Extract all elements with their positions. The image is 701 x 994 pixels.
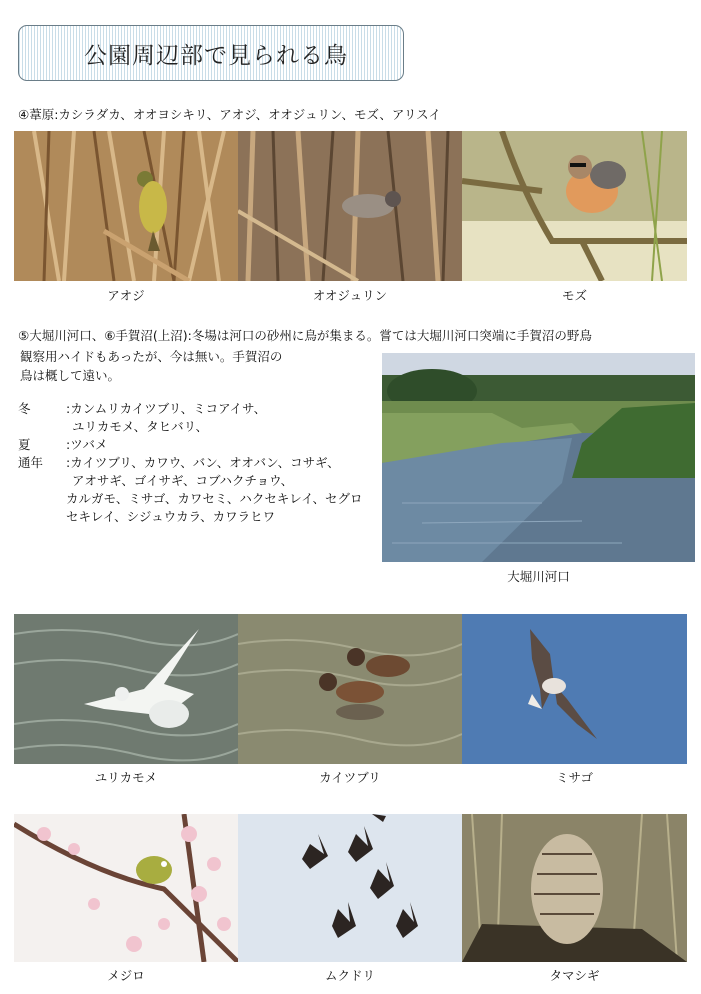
- photo-kaitsuburi: [238, 614, 462, 764]
- section56-heading: ⑤大堀川河口、⑥手賀沼(上沼):冬場は河口の砂州に鳥が集まる。嘗ては大堀川河口突端に手賀沼の野鳥: [18, 328, 592, 343]
- caption-yurikamome: ユリカモメ: [94, 770, 158, 785]
- season-term-yearround: 通年: [18, 455, 44, 470]
- season-term-summer: 夏: [18, 437, 31, 452]
- season-term-winter: 冬: [18, 401, 31, 416]
- photo-yurikamome: [14, 614, 238, 764]
- photo-mukudori: [238, 814, 462, 962]
- photo-misago: [462, 614, 687, 764]
- caption-mejiro: メジロ: [107, 968, 145, 983]
- photo-aoji: [14, 131, 238, 281]
- section56-para-line3: 鳥は概して遠い。: [20, 368, 121, 383]
- season-winter-line2: ユリカモメ、タヒバリ、: [72, 419, 209, 434]
- caption-mozu: モズ: [561, 288, 587, 303]
- season-summer-line1: :ツバメ: [66, 437, 108, 452]
- section56-para-line2: 観察用ハイドもあったが、今は無い。手賀沼の: [20, 349, 283, 364]
- page-title: 公園周辺部で見られる鳥: [84, 42, 348, 69]
- caption-mukudori: ムクドリ: [324, 968, 375, 983]
- photo-mejiro: [14, 814, 238, 962]
- season-yearround-line4: セキレイ、シジュウカラ、カワラヒワ: [66, 509, 276, 524]
- caption-oojurin: オオジュリン: [312, 288, 388, 303]
- caption-misago: ミサゴ: [555, 770, 593, 785]
- caption-aoji: アオジ: [107, 288, 145, 303]
- caption-river-mouth: 大堀川河口: [507, 569, 570, 584]
- season-yearround-line1: :カイツブリ、カワウ、バン、オオバン、コサギ、: [66, 455, 340, 470]
- section4-heading: ④葦原:カシラダカ、オオヨシキリ、アオジ、オオジュリン、モズ、アリスイ: [18, 107, 441, 122]
- season-winter-line1: :カンムリカイツブリ、ミコアイサ、: [66, 401, 267, 416]
- caption-tamashigi: タマシギ: [549, 968, 600, 983]
- season-yearround-line3: カルガモ、ミサゴ、カワセミ、ハクセキレイ、セグロ: [66, 491, 363, 506]
- photo-mozu: [462, 131, 687, 281]
- photo-river-mouth: [382, 353, 695, 562]
- caption-kaitsuburi: カイツブリ: [319, 770, 381, 785]
- photo-tamashigi: [462, 814, 687, 962]
- page-title-box: [18, 25, 404, 81]
- photo-oojurin: [238, 131, 462, 281]
- season-yearround-line2: アオサギ、ゴイサギ、コブハクチョウ、: [72, 473, 294, 488]
